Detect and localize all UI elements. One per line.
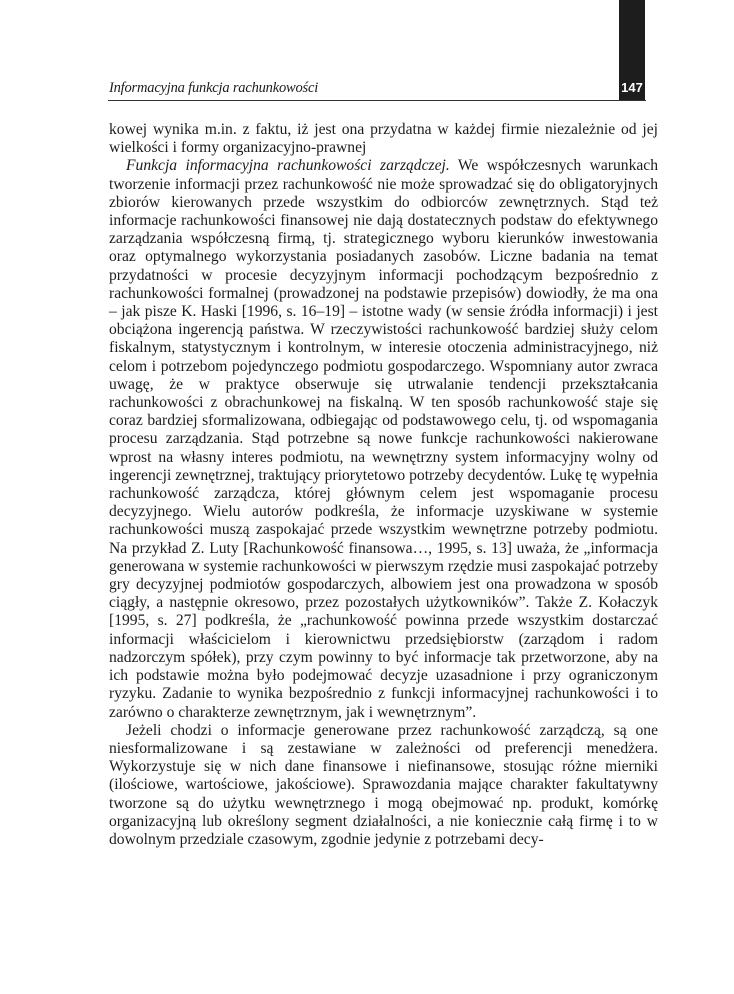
paragraph-lead-heading: Funkcja informacyjna rachunkowości zarządczej. — [126, 157, 450, 175]
paragraph-management-information — [109, 722, 658, 849]
paragraph-management-accounting — [109, 157, 658, 721]
paragraph-text: kowej wynika m.in. z faktu, iż jest ona przydatna w każdej firmie niezależnie od jej wielkości i formy organizacyjno-prawnej — [109, 121, 658, 157]
paragraph-continuation — [109, 121, 658, 157]
running-head-title: Informacyjna funkcja rachunkowości — [109, 80, 319, 96]
paragraph-text: Jeżeli chodzi o informacje generowane przez rachunkowość zarządczą, są one niesformalizowane i są zestawiane w zależności od preferencji menedżera. Wykorzystuje się w nich dane finansowe i niefinansowe, stosując różne mierniki (ilościowe, wartościowe, jakościowe). Sprawozdania mające charakter fakultatywny tworzone są do użytku wewnętrznego i mogą obejmować np. produkt, komórkę organizacyjną lub określony segment działalności, a nie koniecznie całą firmę i to w dowolnym przedziale czasowym, zgodnie jedynie z potrzebami decy- — [109, 721, 658, 848]
page-number: 147 — [621, 80, 643, 95]
header-rule — [108, 100, 646, 101]
paragraph-text: We współczesnych warunkach tworzenie informacji przez rachunkowość nie może sprowadzać się do obligatoryjnych zbiorów kierowanych przede wszystkim do odbiorców zewnętrznych. Stąd też informacje rachunkowości finansowej nie dają dostatecznych podstaw do efektywnego zarządzania współczesną firmą, tj. strategicznego wyboru kierunków inwestowania oraz optymalnego wykorzystania posiadanych zasobów. Liczne badania na temat przydatności w procesie decyzyjnym informacji pochodzącym bezpośrednio z rachunkowości formalnej (prowadzonej na podstawie przepisów) dowiodły, że ma ona – jak pisze K. Haski [1996, s. 16–19] – istotne wady (w sensie źródła informacji) i jest obciążona ingerencją państwa. W rzeczywistości rachunkowość bardziej służy celom fiskalnym, statystycznym i kontrolnym, w interesie otoczenia administracyjnego, niż celom i potrzebom pojedynczego podmiotu gospodarczego. Wspomniany autor zwraca uwagę, że w praktyce obserwuje się utrwalanie tendencji przekształcania rachunkowości z obrachunkowej na fiskalną. W ten sposób rachunkowość staje się coraz bardziej sformalizowana, odbiegając od podstawowego celu, tj. od wspomagania procesu zarządzania. Stąd potrzebne są nowe funkcje rachunkowości nakierowane wprost na własny interes podmiotu, na wewnętrzny system informacyjny wolny od ingerencji zewnętrznej, traktujący priorytetowo potrzeby decydentów. Lukę tę wypełnia rachunkowość zarządcza, której głównym celem jest wspomaganie procesu decyzyjnego. Wielu autorów podkreśla, że informacje uzyskiwane w systemie rachunkowości muszą zaspokajać przede wszystkim wewnętrzne potrzeby podmiotu. Na przykład Z. Luty [Rachunkowość finansowa…, 1995, s. 13] uważa, że „informacja generowana w systemie rachunkowości w pierwszym rzędzie musi zaspokajać potrzeby gry decyzyjnej podmiotów gospodarczych, albowiem jest ona prowadzona w sposób ciągły, a następnie okresowo, przez pozostałych użytkowników”. Także Z. Kołaczyk [1995, s. 27] podkreśla, że „rachunkowość powinna przede wszystkim dostarczać informacji właścicielom i kierownictwu przedsiębiorstw (zarządom i radom nadzorczym spółek), przy czym powinny to być informacje tak przetworzone, aby na ich podstawie można było podejmować decyzje uzasadnione i przy ograniczonym ryzyku. Zadanie to wynika bezpośrednio z funkcji informacyjnej rachunkowości i to zarówno o charakterze zewnętrznym, jak i wewnętrznym”. — [109, 157, 659, 721]
body-text — [109, 121, 658, 849]
